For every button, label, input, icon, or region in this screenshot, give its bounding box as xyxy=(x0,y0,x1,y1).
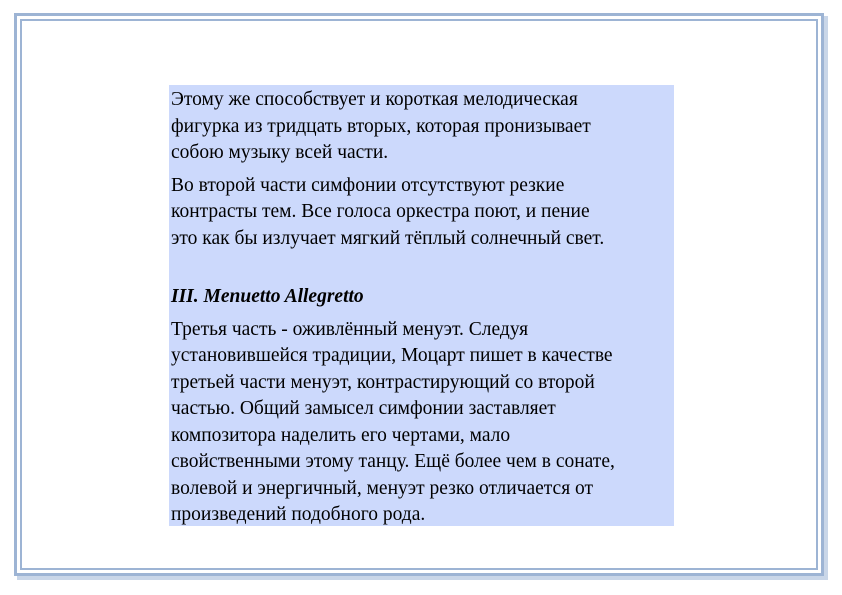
paragraph-third-movement xyxy=(171,317,674,529)
text-line: свойственными этому танцу. Ещё более чем в сонате, xyxy=(171,451,615,472)
text-line: контрасты тем. Все голоса оркестра поют, и пение xyxy=(171,201,590,222)
text-line: частью. Общий замысел симфонии заставляет xyxy=(171,398,556,419)
text-line: установившейся традиции, Моцарт пишет в качестве xyxy=(171,345,613,366)
paragraph-intro xyxy=(171,87,674,167)
text-line: волевой и энергичный, менуэт резко отличается от xyxy=(171,477,594,499)
text-line: Третья часть - оживлённый менуэт. Следуя xyxy=(171,318,529,340)
text-line: произведений подобного рода. xyxy=(171,504,426,525)
text-line: Во второй части симфонии отсутствуют резкие xyxy=(171,174,565,196)
text-line: это как бы излучает мягкий тёплый солнечный свет. xyxy=(171,227,605,249)
frame-shadow-right xyxy=(824,16,828,579)
text-line: композитора наделить его чертами, мало xyxy=(171,424,511,446)
text-box[interactable] xyxy=(169,85,674,526)
text-line: собою музыку всей части. xyxy=(171,142,389,163)
section-heading: III. Menuetto Allegretto xyxy=(171,286,364,307)
text-line: третьей части менуэт, контрастирующий со второй xyxy=(171,371,595,393)
text-line: фигурка из тридцать вторых, которая пронизывает xyxy=(171,115,591,137)
frame-shadow-bottom xyxy=(17,576,828,580)
paragraph-second-movement xyxy=(171,173,674,253)
text-line: Этому же способствует и короткая мелодическая xyxy=(171,89,578,110)
